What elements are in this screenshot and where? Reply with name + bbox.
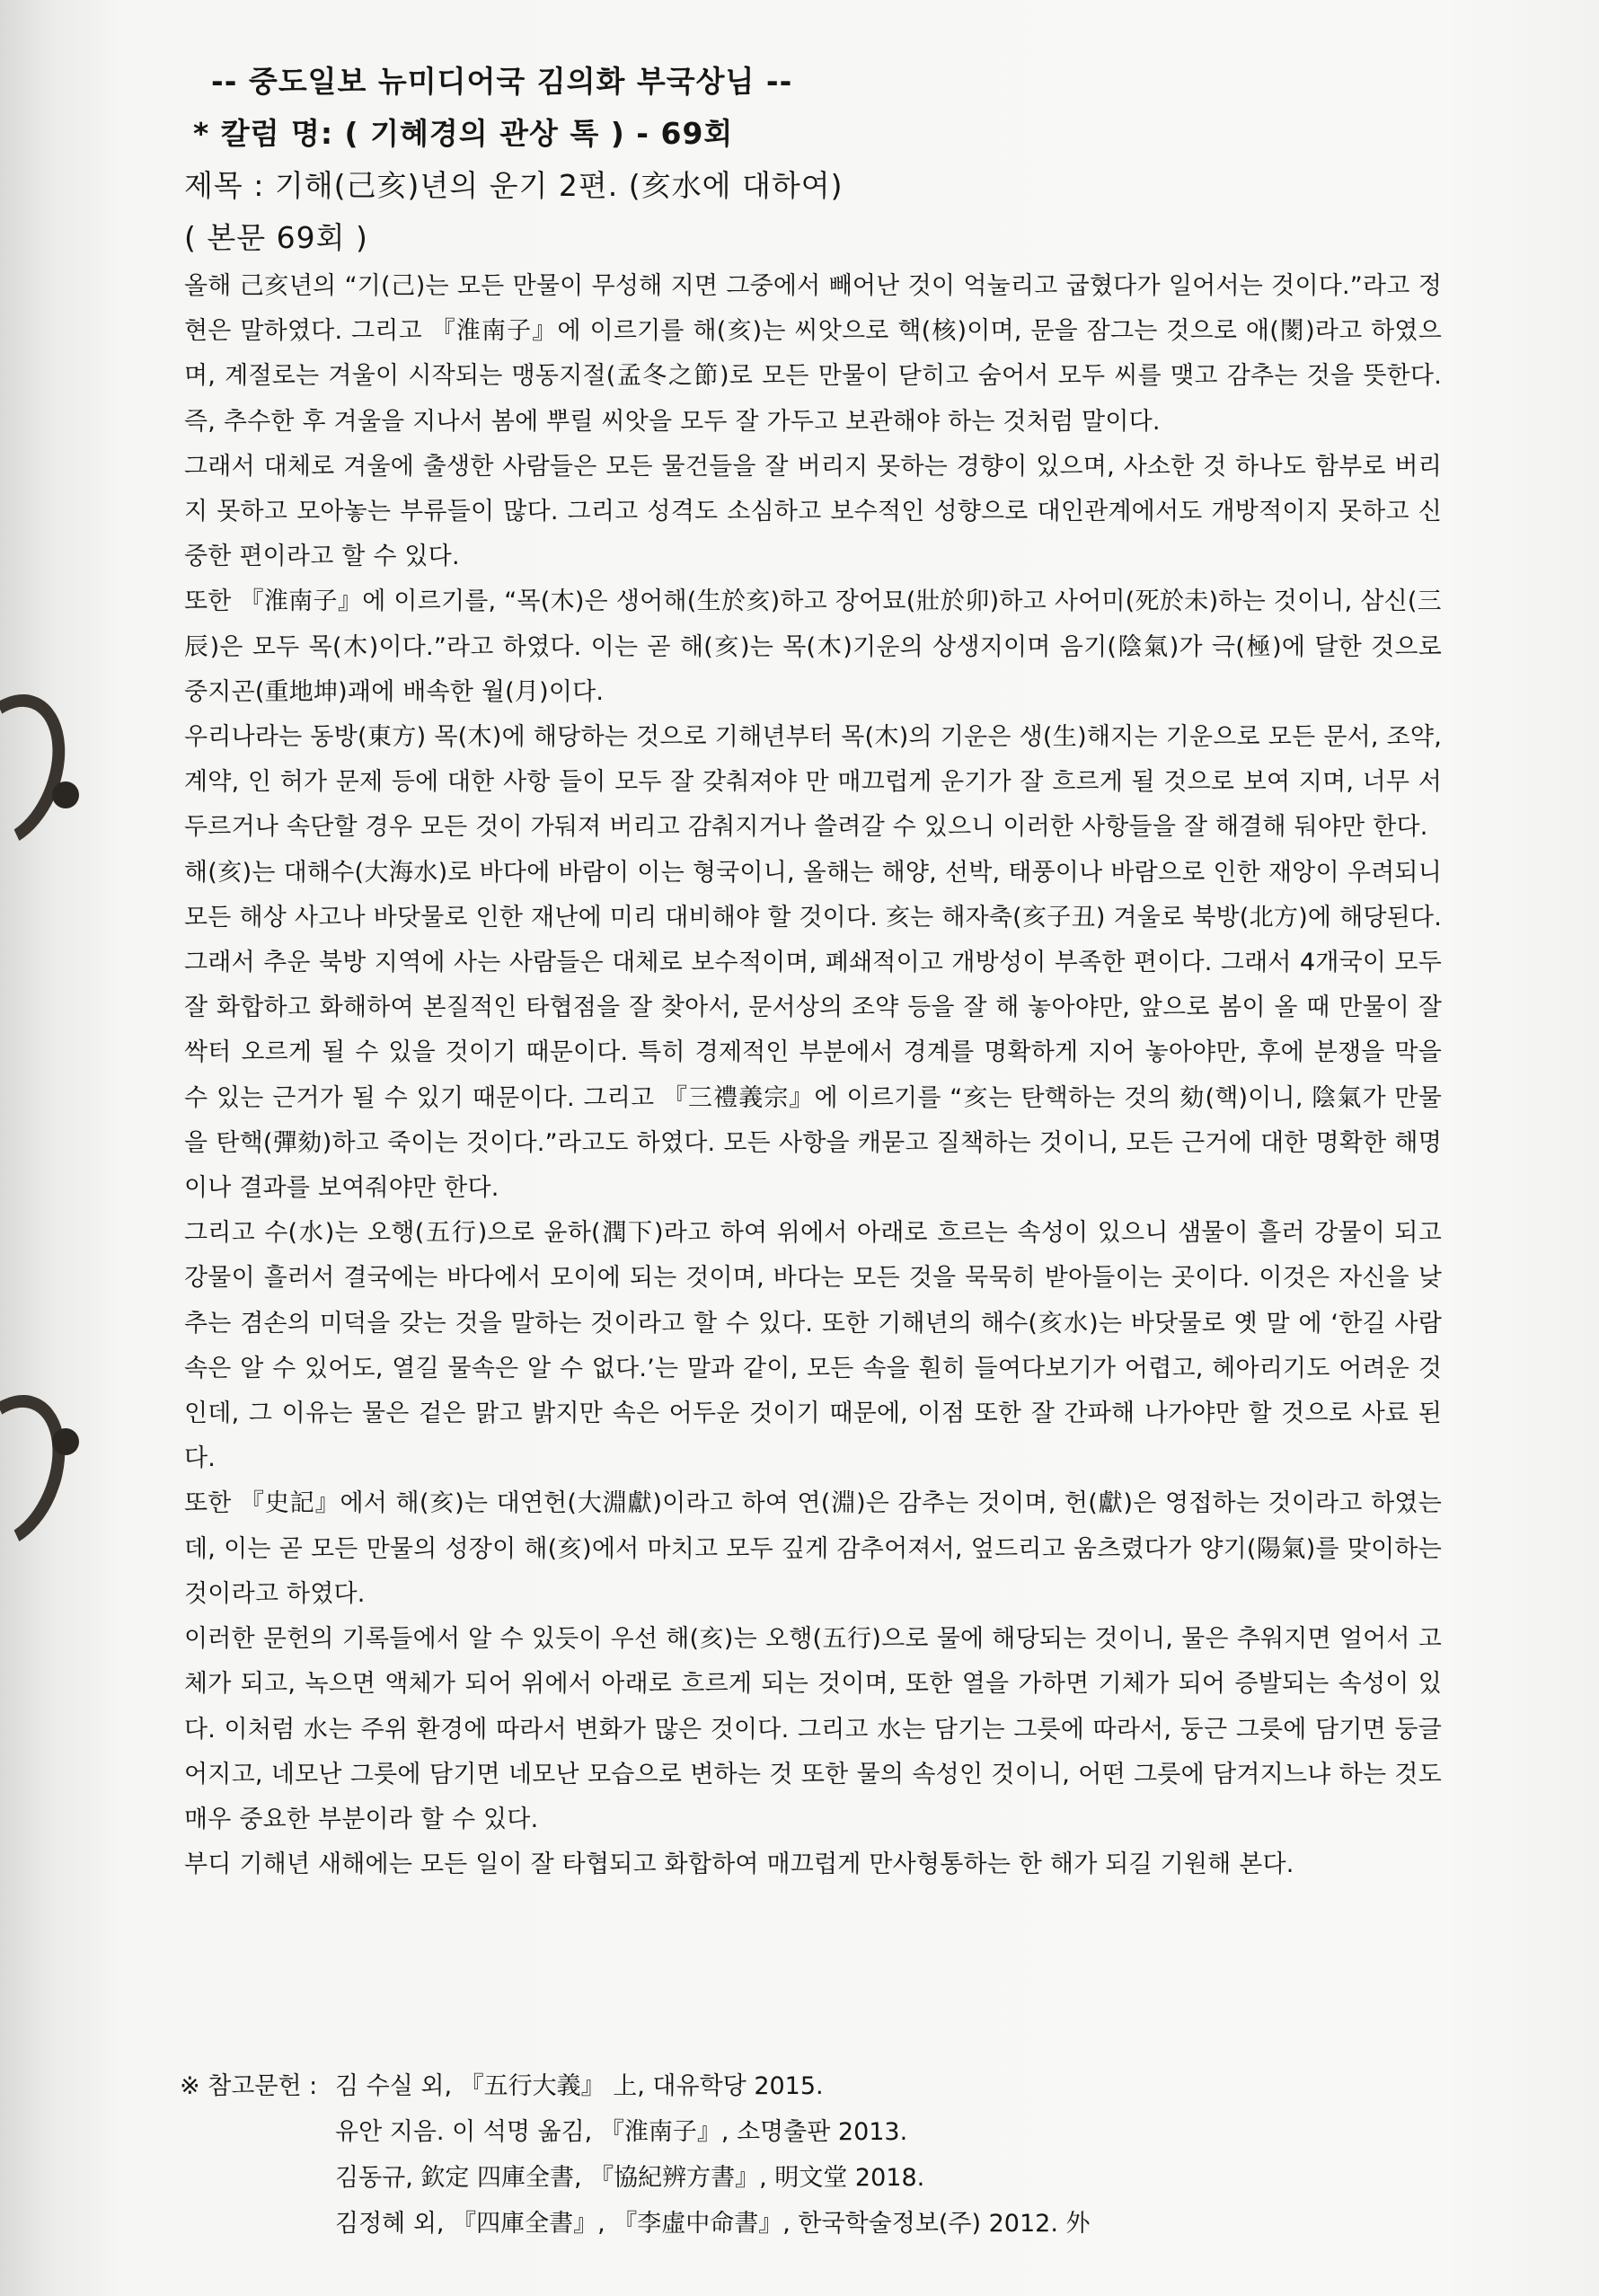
episode-label: ( 본문 69회 ) (184, 220, 368, 255)
reference-row (180, 2155, 1347, 2201)
body-paragraph-1: 올해 己亥년의 “기(己)는 모든 만물이 무성해 지면 그중에서 빼어난 것이 억눌리고 굽혔다가 일어서는 것이다.”라고 정현은 말하였다. 그리고 『淮南子』에 이르기를 해(亥)는 씨앗으로 핵(核)이며, 문을 잠그는 것으로 애(閡)라고 하였으며, 계절로는 겨울이 시작되는 맹동지절(孟冬之節)로 모든 만물이 닫히고 숨어서 모두 씨를 맺고 감추는 것을 뜻한다. 즉, 추수한 후 겨울을 지나서 봄에 뿌릴 씨앗을 모두 잘 가두고 보관해야 하는 것처럼 말이다. (184, 272, 1442, 436)
reference-row (180, 2201, 1347, 2247)
body-paragraph-3: 또한 『淮南子』에 이르기를, “목(木)은 생어해(生於亥)하고 장어묘(壯於卯)하고 사어미(死於未)하는 것이니, 삼신(三辰)은 모두 목(木)이다.”라고 하였다. 이는 곧 해(亥)는 목(木)기운의 상생지이며 음기(陰氣)가 극(極)에 달한 것으로 중지곤(重地坤)괘에 배속한 월(月)이다. (184, 587, 1442, 706)
body-paragraph-5: 해(亥)는 대해수(大海水)로 바다에 바람이 이는 형국이니, 올해는 해양, 선박, 태풍이나 바람으로 인한 재앙이 우려되니 모든 해상 사고나 바닷물로 인한 재난에 미리 대비해야 할 것이다. 亥는 해자축(亥子丑) 겨울로 북방(北方)에 해당된다. 그래서 추운 북방 지역에 사는 사람들은 대체로 보수적이며, 폐쇄적이고 개방성이 부족한 편이다. 그래서 4개국이 모두 잘 화합하고 화해하여 본질적인 타협점을 잘 찾아서, 문서상의 조약 등을 잘 해 놓아야만, 앞으로 봄이 올 때 만물이 잘 싹터 오르게 될 수 있을 것이기 때문이다. 특히 경제적인 부분에서 경계를 명확하게 지어 놓아야만, 후에 분쟁을 막을 수 있는 근거가 될 수 있기 때문이다. 그리고 『三禮義宗』에 이르기를 “亥는 탄핵하는 것의 劾(핵)이니, 陰氣가 만물을 탄핵(彈劾)하고 죽이는 것이다.”라고도 하였다. 모든 사항을 캐묻고 질책하는 것이니, 모든 근거에 대한 명확한 해명이나 결과를 보여줘야만 한다. (184, 858, 1442, 1203)
body-paragraph-4: 우리나라는 동방(東方) 목(木)에 해당하는 것으로 기해년부터 목(木)의 기운은 생(生)해지는 기운으로 모든 문서, 조약, 계약, 인 허가 문제 등에 대한 사항 들이 모두 잘 갖춰져야 만 매끄럽게 운기가 잘 흐르게 될 것으로 보여 지며, 너무 서두르거나 속단할 경우 모든 것이 가둬져 버리고 감춰지거나 쓸려갈 수 있으니 이러한 사항들을 잘 해결해 둬야만 한다. (184, 723, 1442, 842)
article-title: 제목 : 기해(己亥)년의 운기 2편. (亥水에 대하여) (184, 168, 844, 203)
references (180, 2063, 1347, 2247)
body-paragraph-7: 또한 『史記』에서 해(亥)는 대연헌(大淵獻)이라고 하여 연(淵)은 감추는 것이며, 헌(獻)은 영접하는 것이라고 하였는데, 이는 곧 모든 만물의 성장이 해(亥)에서 마치고 모두 깊게 감추어져서, 엎드리고 움츠렸다가 양기(陽氣)를 맞이하는 것이라고 하였다. (184, 1489, 1442, 1608)
reference-row (180, 2109, 1347, 2155)
body-paragraph-2: 그래서 대체로 겨울에 출생한 사람들은 모든 물건들을 잘 버리지 못하는 경향이 있으며, 사소한 것 하나도 함부로 버리지 못하고 모아놓는 부류들이 많다. 그리고 성격도 소심하고 보수적인 성향으로 대인관계에서도 개방적이지 못하고 신중한 편이라고 할 수 있다. (184, 452, 1442, 571)
binder-hole-top (52, 782, 79, 808)
body-paragraph-6: 그리고 수(水)는 오행(五行)으로 윤하(潤下)라고 하여 위에서 아래로 흐르는 속성이 있으니 샘물이 흘러 강물이 되고 강물이 흘러서 결국에는 바다에서 모이에 되는 것이며, 바다는 모든 것을 묵묵히 받아들이는 곳이다. 이것은 자신을 낮추는 겸손의 미덕을 갖는 것을 말하는 것이라고 할 수 있다. 또한 기해년의 해수(亥水)는 바닷물로 옛 말 에 ‘한길 사람 속은 알 수 있어도, 열길 물속은 알 수 없다.’는 말과 같이, 모든 속을 훤히 들여다보기가 어렵고, 헤아리기도 어려운 것인데, 그 이유는 물은 겉은 맑고 밝지만 속은 어두운 것이기 때문에, 이점 또한 잘 간파해 나가야만 할 것으로 사료 된다. (184, 1219, 1442, 1473)
binder-hole-bottom (52, 1428, 79, 1455)
column-name: * 칼럼 명: ( 기혜경의 관상 톡 ) - 69회 (193, 116, 734, 151)
reference-item: 김 수실 외, 『五行大義』 上, 대유학당 2015. (335, 2072, 824, 2100)
reference-item: 유안 지음. 이 석명 옮김, 『淮南子』, 소명출판 2013. (335, 2118, 908, 2146)
reference-item: 김정혜 외, 『四庫全書』, 『李虛中命書』, 한국학술정보(주) 2012. 外 (335, 2210, 1091, 2238)
reference-row (180, 2063, 1347, 2109)
binder-ring-bottom (0, 1379, 85, 1566)
body-paragraph-9: 부디 기해년 새해에는 모든 일이 잘 타협되고 화합하여 매끄럽게 만사형통하는 한 해가 되길 기원해 본다. (184, 1850, 1294, 1879)
body-paragraph-8: 이러한 문헌의 기록들에서 알 수 있듯이 우선 해(亥)는 오행(五行)으로 물에 해당되는 것이니, 물은 추워지면 얼어서 고체가 되고, 녹으면 액체가 되어 위에서 아래로 흐르게 되는 것이며, 또한 열을 가하면 기체가 되어 증발되는 속성이 있다. 이처럼 水는 주위 환경에 따라서 변화가 많은 것이다. 그리고 水는 담기는 그릇에 따라서, 둥근 그릇에 담기면 둥글어지고, 네모난 그릇에 담기면 네모난 모습으로 변하는 것 또한 물의 속성인 것이니, 어떤 그릇에 담겨지느냐 하는 것도 매우 중요한 부분이라 할 수 있다. (184, 1625, 1442, 1833)
references-label: ※ 참고문헌 : (180, 2072, 318, 2100)
binder-ring-top (0, 678, 85, 865)
byline-header: -- 중도일보 뉴미디어국 김의화 부국상님 -- (211, 64, 793, 99)
document-body (184, 56, 1442, 1887)
reference-item: 김동규, 欽定 四庫全書, 『協紀辨方書』, 明文堂 2018. (335, 2164, 925, 2192)
